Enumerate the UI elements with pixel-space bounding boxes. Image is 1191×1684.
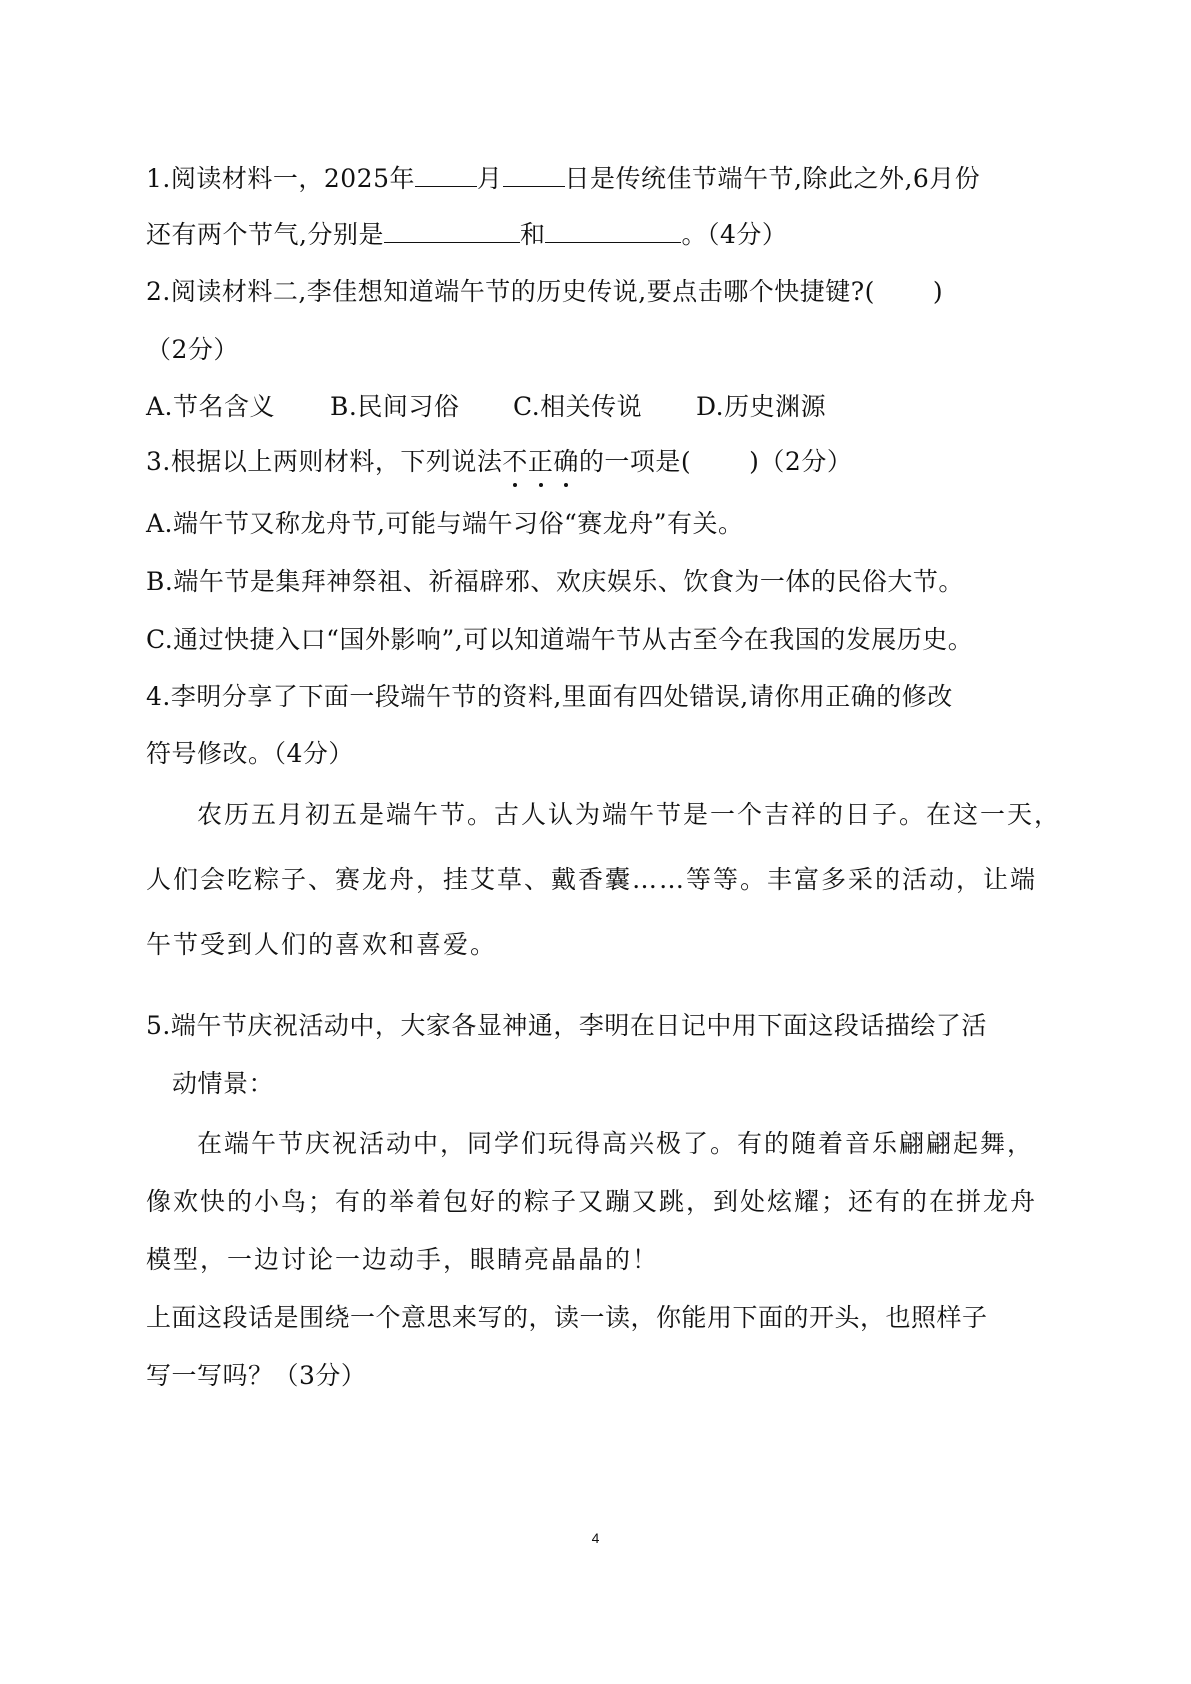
q2-option-d: D.历史渊源 bbox=[696, 392, 827, 421]
q5-instruction-line1: 上面这段话是围绕一个意思来写的，读一读，你能用下面的开头，也照样子 bbox=[146, 1303, 988, 1332]
q5-passage-line: 在端午节庆祝活动中，同学们玩得高兴极了。有的随着音乐翩翩起舞， bbox=[197, 1129, 1035, 1158]
q5-passage-line: 像欢快的小鸟；有的举着包好的粽子又蹦又跳，到处炫耀；还有的在拼龙舟 bbox=[146, 1187, 1038, 1216]
q3-emphasis-char: 正 bbox=[527, 447, 554, 476]
q3-text-post: 的一项是( bbox=[578, 447, 692, 476]
q4-passage-line: 农历五月初五是端午节。古人认为端午节是一个吉祥的日子。在这一天， bbox=[197, 800, 1062, 829]
q4-passage-line: 午节受到人们的喜欢和喜爱。 bbox=[146, 930, 498, 959]
q1-text-d: 还有两个节气,分别是 bbox=[146, 220, 384, 249]
q5-passage-line: 模型，一边讨论一边动手，眼睛亮晶晶的！ bbox=[146, 1245, 660, 1274]
q1-text-e: 和 bbox=[519, 220, 546, 249]
q1-text-b: 月 bbox=[476, 164, 503, 193]
q5-line2: 动情景： bbox=[172, 1069, 275, 1098]
q1-line1 bbox=[146, 162, 980, 195]
q1-line2 bbox=[146, 218, 787, 251]
q2-option-b: B.民间习俗 bbox=[330, 392, 460, 421]
q2-text: 2.阅读材料二,李佳想知道端午节的历史传说,要点击哪个快捷键?( bbox=[146, 277, 875, 306]
q3-text-close: )（2分） bbox=[749, 447, 853, 476]
q5-line1: 5.端午节庆祝活动中，大家各显神通，李明在日记中用下面这段话描绘了活 bbox=[146, 1011, 987, 1040]
page-number: 4 bbox=[591, 1530, 600, 1546]
q2-option-c: C.相关传说 bbox=[513, 392, 643, 421]
q3-line1 bbox=[146, 446, 852, 478]
q4-line1: 4.李明分享了下面一段端午节的资料,里面有四处错误,请你用正确的修改 bbox=[146, 682, 953, 711]
q2-options bbox=[146, 391, 826, 423]
q5-instruction-line2: 写一写吗？（3分） bbox=[146, 1361, 367, 1390]
q2-score: （2分） bbox=[146, 335, 239, 364]
q3-option-a: A.端午节又称龙舟节,可能与端午习俗“赛龙舟”有关。 bbox=[146, 509, 744, 538]
q3-option-b: B.端午节是集拜神祭祖、祈福辟邪、欢庆娱乐、饮食为一体的民俗大节。 bbox=[146, 567, 964, 596]
q1-blank-term2[interactable] bbox=[545, 218, 681, 243]
q1-text-a: 1.阅读材料一，2025年 bbox=[146, 164, 415, 193]
q1-text-c: 日是传统佳节端午节,除此之外,6月份 bbox=[564, 164, 981, 193]
q1-text-f: 。（4分） bbox=[681, 220, 788, 249]
q2-line1 bbox=[146, 276, 943, 308]
q3-emphasis-char: 不 bbox=[502, 447, 528, 476]
q2-option-a: A.节名含义 bbox=[146, 392, 276, 421]
q1-blank-month[interactable] bbox=[415, 162, 477, 187]
q4-line2: 符号修改。（4分） bbox=[146, 739, 354, 768]
q3-emphasis-char: 确 bbox=[553, 447, 579, 476]
q2-close-paren: ) bbox=[932, 277, 944, 306]
q1-blank-day[interactable] bbox=[503, 162, 565, 187]
q1-blank-term1[interactable] bbox=[384, 218, 520, 243]
q3-text-pre: 3.根据以上两则材料，下列说法 bbox=[146, 447, 503, 476]
q4-passage-line: 人们会吃粽子、赛龙舟，挂艾草、戴香囊……等等。丰富多采的活动，让端 bbox=[146, 865, 1038, 894]
q3-option-c: C.通过快捷入口“国外影响”,可以知道端午节从古至今在我国的发展历史。 bbox=[146, 625, 974, 654]
